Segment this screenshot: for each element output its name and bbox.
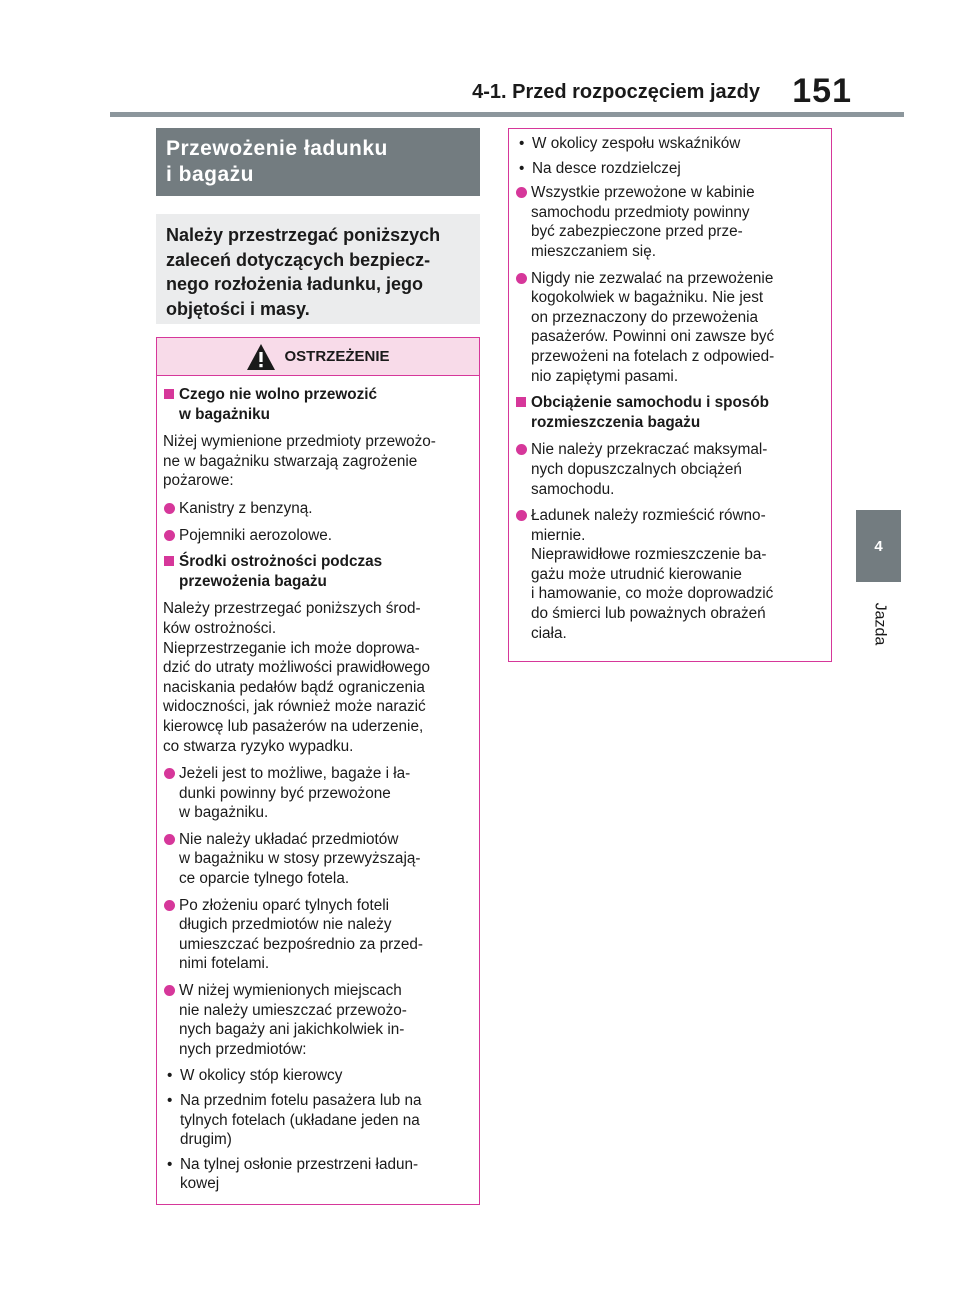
warning-triangle-icon (246, 343, 276, 371)
warning-content-left (157, 376, 479, 1194)
block-text: Nie należy układać przedmiotów w bagażniku w stosy przewyższają- ce oparcie tylnego fotela. (179, 830, 421, 888)
block-text: Na przednim fotelu pasażera lub na tylnych fotelach (układane jeden na drugim) (180, 1092, 422, 1149)
circle-bullet-icon (164, 768, 175, 779)
circle-bullet-icon (516, 273, 527, 284)
sub-bullet-mark: • (519, 135, 525, 152)
list-item (163, 499, 473, 519)
sub-list-item (515, 159, 825, 179)
list-item (515, 269, 825, 387)
block-text: Na tylnej osłonie przestrzeni ładun- kowej (180, 1155, 419, 1193)
block-text: Ładunek należy rozmieścić równo- miernie. Nieprawidłowe rozmieszczenie ba- gażu może utrudnić kierowanie i hamowanie, co może doprowadzić do śmierci lub poważnych obrażeń ciała. (531, 507, 774, 642)
chapter-label: Jazda (871, 602, 889, 646)
circle-bullet-icon (164, 530, 175, 541)
circle-bullet-icon (516, 444, 527, 455)
sub-list-item (163, 1066, 473, 1086)
sub-list-item (163, 1155, 473, 1194)
list-item (163, 896, 473, 974)
block-text: W okolicy zespołu wskaźników (532, 135, 741, 152)
block-text: Nigdy nie zezwalać na przewożenie kogokolwiek w bagażniku. Nie jest on przeznaczony do przewożenia pasażerów. Powinni oni zawsze być przewożeni na fotelach z odpowied- nio zapiętymi pasami. (531, 269, 775, 385)
sub-list-item (163, 1091, 473, 1150)
block-text: Nie należy przekraczać maksymal- nych dopuszczalnych obciążeń samochodu. (531, 441, 768, 498)
block-text: Obciążenie samochodu i sposób rozmieszczenia bagażu (531, 394, 769, 431)
warning-box-left (156, 337, 480, 1205)
block-text: Pojemniki aerozolowe. (179, 526, 333, 544)
subsection-heading (515, 393, 825, 432)
block-text: W okolicy stóp kierowcy (180, 1067, 343, 1085)
circle-bullet-icon (164, 985, 175, 996)
list-item (163, 526, 473, 546)
list-item (515, 440, 825, 499)
block-text: W niżej wymienionych miejscach nie należy umieszczać przewożo- nych bagaży ani jakichkolwiek in- nych przedmiotów: (179, 982, 407, 1058)
block-text: Należy przestrzegać poniższych środ- ków ostrożności. Nieprzestrzeganie ich może doprowa- dzić do utraty możliwości prawidłowego naciskania pedałów bądź ograniczenia widoczności, jak również może narazić kierowcę lub pasażerów na uderzenie, co stwarza ryzyko wypadku. (163, 600, 430, 755)
square-bullet-icon (516, 397, 526, 407)
block-text: Na desce rozdzielczej (532, 159, 681, 177)
circle-bullet-icon (164, 900, 175, 911)
warning-box-right (508, 128, 832, 662)
subsection-heading (163, 552, 473, 591)
paragraph (163, 599, 473, 756)
page-title: Przewożenie ładunku i bagażu (156, 128, 480, 196)
block-text: Po złożeniu oparć tylnych foteli długich przedmiotów nie należy umieszczać bezpośrednio za przed- nimi fotelami. (179, 896, 424, 973)
intro-text: Należy przestrzegać poniższych zaleceń dotyczących bezpiecz- nego rozłożenia ładunku, jego objętości i masy. (156, 214, 480, 324)
square-bullet-icon (164, 389, 174, 399)
sub-bullet-mark: • (167, 1155, 173, 1173)
sub-bullet-mark: • (167, 1092, 173, 1109)
square-bullet-icon (164, 556, 174, 566)
sub-bullet-mark: • (519, 159, 525, 177)
warning-content-right (509, 129, 831, 643)
block-text: Niżej wymienione przedmioty przewożo- ne w bagażniku stwarzają zagrożenie pożarowe: (163, 433, 436, 490)
subsection-heading (163, 385, 473, 424)
list-item (163, 764, 473, 823)
section-title: 4-1. Przed rozpoczęciem jazdy (472, 81, 760, 103)
header-rule (110, 112, 904, 117)
block-text: Kanistry z benzyną. (179, 499, 313, 517)
circle-bullet-icon (164, 503, 175, 514)
sub-list-item (515, 134, 825, 154)
block-text: Wszystkie przewożone w kabinie samochodu przedmioty powinny być zabezpieczone przed prze- mieszczaniem się. (531, 184, 755, 260)
sub-bullet-mark: • (167, 1067, 173, 1085)
block-text: Środki ostrożności podczas przewożenia bagażu (179, 553, 383, 590)
list-item (163, 981, 473, 1059)
warning-header (157, 338, 479, 376)
circle-bullet-icon (516, 187, 527, 198)
block-text: Jeżeli jest to możliwe, bagaże i ła- dunki powinny być przewożone w bagażniku. (179, 765, 411, 822)
circle-bullet-icon (164, 834, 175, 845)
chapter-tab[interactable]: 4 (856, 510, 901, 582)
list-item (515, 183, 825, 261)
list-item (515, 506, 825, 643)
paragraph (163, 432, 473, 491)
circle-bullet-icon (516, 510, 527, 521)
warning-label: OSTRZEŻENIE (284, 348, 390, 365)
list-item (163, 830, 473, 889)
page-number: 151 (792, 72, 852, 110)
block-text: Czego nie wolno przewozić w bagażniku (179, 386, 378, 423)
